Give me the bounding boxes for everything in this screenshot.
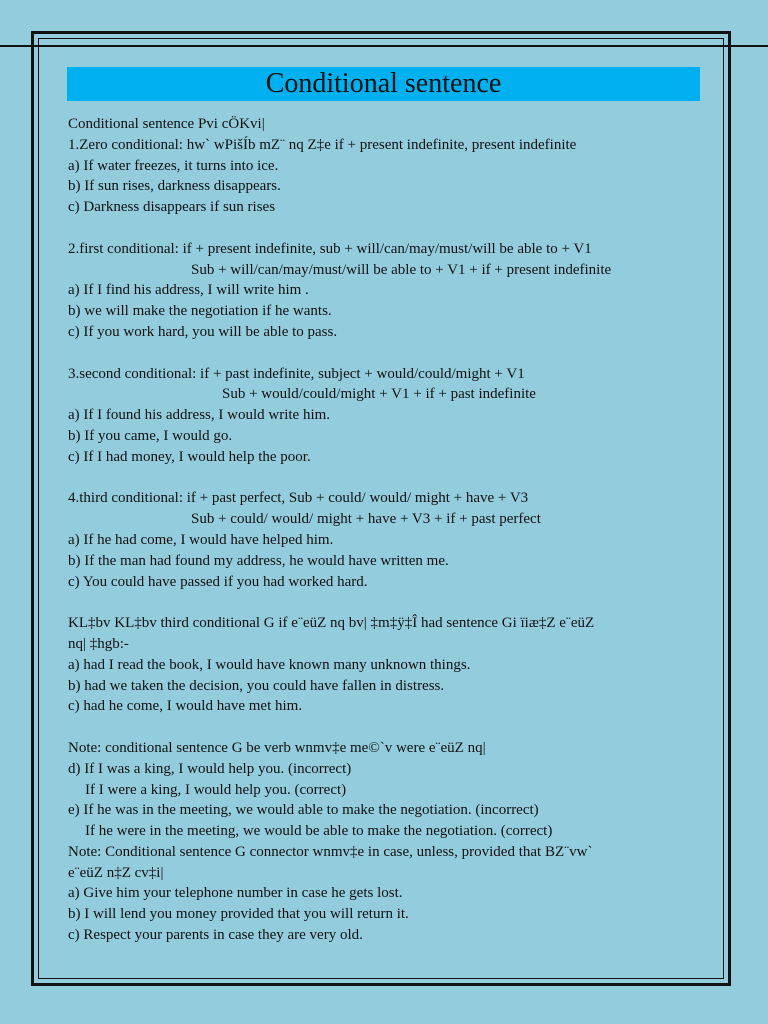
text-line: 2.first conditional: if + present indefinite, sub + will/can/may/must/will be able to + V1: [68, 240, 592, 257]
text-line: a) Give him your telephone number in case he gets lost.: [68, 885, 403, 902]
text-line: a) had I read the book, I would have known many unknown things.: [68, 656, 471, 673]
text-line: Sub + would/could/might + V1 + if + past indefinite: [222, 386, 536, 403]
page-title: Conditional sentence: [265, 68, 502, 99]
text-line: d) If I was a king, I would help you. (incorrect): [68, 760, 352, 777]
text-line: b) If sun rises, darkness disappears.: [68, 178, 281, 195]
text-line: Note: conditional sentence G be verb wnmv‡e me©`v were e¨eüZ nq|: [68, 739, 486, 756]
blank-line: [68, 468, 708, 489]
text-line: Conditional sentence Pvi cÖKvi|: [68, 116, 265, 132]
text-line: b) I will lend you money provided that you will return it.: [68, 906, 409, 923]
text-line: KL‡bv KL‡bv third conditional G if e¨eüZ nq bv| ‡m‡ÿ‡Î had sentence Gi ïiæ‡Z e¨eüZ: [68, 615, 595, 632]
text-line: 1.Zero conditional: hw` wPišÍb mZ¨ nq Z‡e if + present indefinite, present indefinite: [68, 136, 577, 153]
text-line: c) had he come, I would have met him.: [68, 698, 303, 715]
blank-line: [68, 343, 708, 364]
text-line: b) If you came, I would go.: [68, 427, 233, 444]
text-line: Sub + could/ would/ might + have + V3 + if + past perfect: [191, 511, 541, 528]
text-line: If he were in the meeting, we would be able to make the negotiation. (correct): [85, 823, 553, 840]
text-line: Note: Conditional sentence G connector wnmv‡e in case, unless, provided that BZ¨vw`: [68, 843, 593, 860]
text-line: 3.second conditional: if + past indefinite, subject + would/could/might + V1: [68, 365, 525, 382]
document-body: [68, 114, 708, 946]
text-line: e) If he was in the meeting, we would able to make the negotiation. (incorrect): [68, 802, 539, 819]
text-line: b) had we taken the decision, you could have fallen in distress.: [68, 677, 445, 694]
blank-line: [68, 218, 708, 239]
text-line: a) If I find his address, I will write him .: [68, 282, 309, 299]
text-line: b) we will make the negotiation if he wants.: [68, 303, 332, 320]
title-banner: [67, 67, 700, 101]
text-line: a) If water freezes, it turns into ice.: [68, 157, 279, 174]
blank-line: [68, 592, 708, 613]
blank-line: [68, 717, 708, 738]
text-line: If I were a king, I would help you. (correct): [85, 781, 347, 798]
text-line: c) If I had money, I would help the poor.: [68, 448, 311, 465]
text-line: Sub + will/can/may/must/will be able to + V1 + if + present indefinite: [191, 261, 612, 278]
text-line: c) You could have passed if you had worked hard.: [68, 573, 368, 590]
text-line: nq| ‡hgb:-: [68, 635, 129, 652]
text-line: a) If he had come, I would have helped him.: [68, 531, 334, 548]
text-line: c) Darkness disappears if sun rises: [68, 199, 276, 216]
text-line: a) If I found his address, I would write him.: [68, 407, 331, 424]
text-line: c) Respect your parents in case they are very old.: [68, 927, 363, 944]
text-line: e¨eüZ n‡Z cv‡i|: [68, 864, 164, 881]
text-line: 4.third conditional: if + past perfect, Sub + could/ would/ might + have + V3: [68, 490, 529, 507]
text-line: c) If you work hard, you will be able to pass.: [68, 323, 338, 340]
text-line: b) If the man had found my address, he would have written me.: [68, 552, 449, 569]
